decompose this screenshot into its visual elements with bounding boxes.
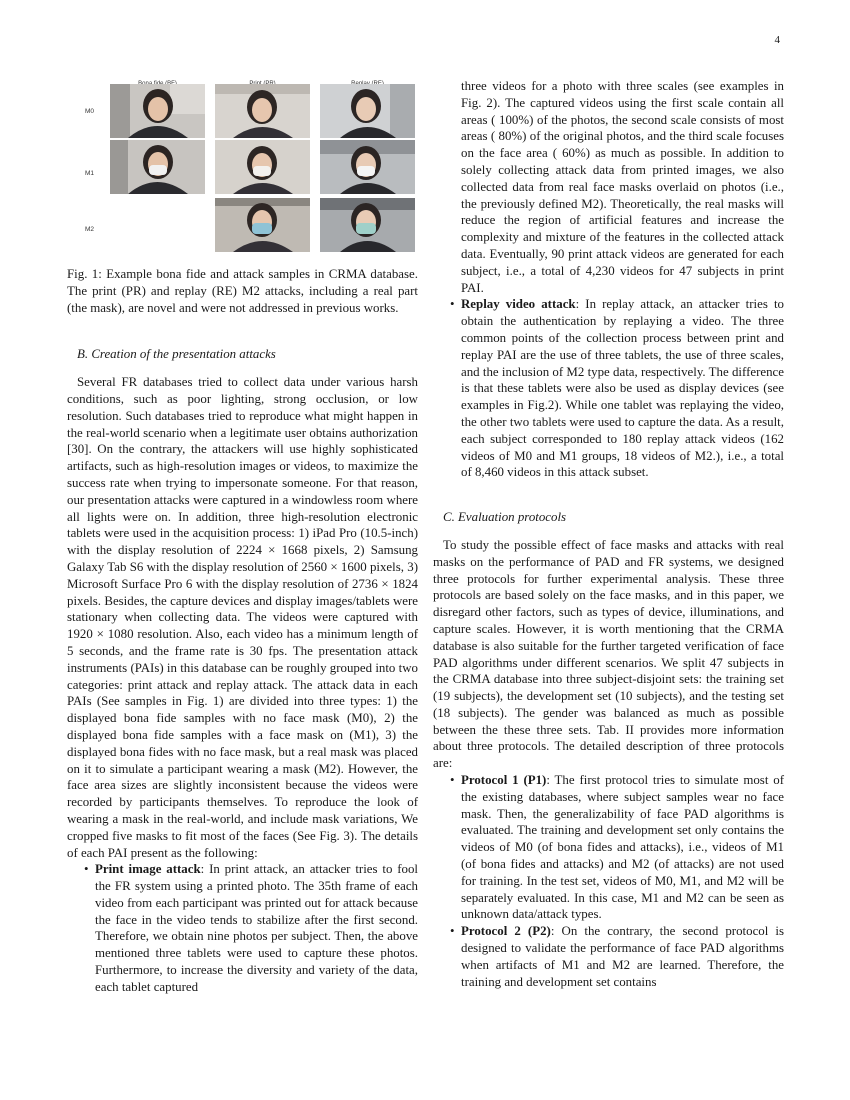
section-c-paragraph: To study the possible effect of face masks and attacks with real masks on the performance of PAD and FR systems, we designed three protocols for further experimental analysis. These three protocols are based solely on the face masks, and in this paper, we disregard other factors, such as types of device, illuminations, and capture scales. However, it is worth mentioning that the CRMA database is also suitable for the further targeted verification of face PAD algorithms under different scenarios. We split 47 subjects in the CRMA database into three subject-disjoint sets: the training set (19 subjects), the development set (10 subjects), and the testing set (18 subjects). The gender was balanced as much as possible between the these three sets. Tab. II provides more information about three protocols. The detailed description of three protocols are: — [433, 537, 784, 771]
replay-attack-text: : In replay attack, an attacker tries to obtain the authentication by replaying a video. The three common points of the collection process between print and replay PAI are the use of three tablets, the use of three scales, and the inclusion of M2 type data, respectively. The difference is that these tablets were also be used as display devices (see examples in Fig.2). While one tablet was replaying the video, the other two tablets were used to capture the data. As a result, each subject corresponded to 180 replay attack videos (162 videos of M0 and M1 groups, 18 videos of M2.), i.e., a total of 8,460 videos in this attack subset. — [461, 297, 784, 480]
photo-re-m0 — [320, 84, 415, 138]
photo-pr-m2 — [215, 198, 310, 252]
print-attack-label: Print image attack — [95, 862, 201, 877]
pai-list — [67, 861, 418, 995]
section-b-paragraph: Several FR databases tried to collect data under various harsh conditions, such as poor lighting, strong occlusion, or low resolution. Such databases tried to reproduce what might happen in the real-world scenario when a legitimate user obtains authorization [30]. On the contrary, the attackers will use highly sophisticated artifacts, such as high-resolution images or videos, to maximize the success rate when trying to impersonate someone. For that reason, our presentation attacks were captured in a windowless room where all lights were on. In addition, three high-resolution electronic tablets were used in the acquisition process: 1) iPad Pro (10.5-inch) with the display resolution of 2224 × 1668 pixels, 2) Samsung Galaxy Tab S6 with the display resolution of 2560 × 1600 pixels, 3) Microsoft Surface Pro 6 with the display resolution of 2736 × 1824 pixels. Besides, the capture devices and display images/tablets were stationary when collecting data. The videos were captured with 1920 × 1080 resolution. Also, each video has a minimum length of 5 seconds, and the frame rate is 30 fps. The presentation attack instruments (PAIs) in this database can be roughly grouped into two categories: print attack and replay attack. The attack data in each PAIs (See samples in Fig. 1) are divided into three types: 1) the displayed bona fide samples with no face mask (M0), 2) the displayed bona fide samples with a face mask on (M1), 3) the displayed bona fides with no face mask, but a real mask was placed on it to simulate a participant wearing a mask (M2). However, the face area sizes are slightly inconsistent because the videos were recorded by participants themselves. To reproduce the look of wearing a mask in the real-world, and include mask variations, We cropped five masks to fit most of the faces (See Fig. 3). The details of each PAI present as the following: — [67, 375, 418, 860]
photo-re-m2 — [320, 198, 415, 252]
print-attack-text: : In print attack, an attacker tries to fool the FR system using a printed photo. The 35th frame of each video from each participant was printed out for attack because the face in the video tends to stabilize after the first second. Therefore, we obtain nine photos per subject. Then, the above mentioned three tablets were used to capture these photos. Furthermore, to increase the diversity and variety of the data, each tablet captured — [95, 862, 418, 994]
photo-re-m1 — [320, 140, 415, 194]
photo-bf-m0 — [110, 84, 205, 138]
photo-bf-m1 — [110, 140, 205, 194]
protocol-1-text: : The first protocol tries to simulate most of the existing databases, where subject samples wear no face mask. Then, the generalizability of face PAD algorithms is evaluated. The training and development set only contains the videos of M0 (of bona fides and attacks), i.e., videos of M1 (of bona fides and attacks) and M2 (of attacks) are not used for training. In the test set, videos of M0, M1, and M2 will be separately evaluated. In this case, M1 and M2 can be seen as unknown data/attack types. — [461, 773, 784, 922]
photo-pr-m1 — [215, 140, 310, 194]
left-column — [67, 78, 418, 996]
protocol-list — [433, 772, 784, 990]
print-attack-continued: three videos for a photo with three scales (see examples in Fig. 2). The captured videos using the first scale contain all areas ( 100%) of the photos, the second scale consists of most areas ( 80%) of the original photos, and the third scale focuses on the face area ( 60%) as much as possible. In addition to solely collecting attack data from printed images, we also collected data from real face masks overlaid on photos (i.e., the previously defined M2). Theoretically, the real masks will reduce the region of artificial features and increase the complexity and mixture of the features in the collected attack data. Eventually, 90 print attack videos are generated for each subject, i.e., a total of 4,230 videos for 47 subjects in print PAI. — [461, 79, 784, 295]
row-label-m0: M0 — [85, 108, 95, 115]
figure-1 — [67, 78, 418, 256]
replay-list — [433, 296, 784, 481]
list-item — [67, 861, 418, 995]
right-column — [433, 78, 784, 990]
protocol-2-text: : On the contrary, the second protocol is designed to validate the performance of face PAD algorithms when artifacts of M1 and M2 are learned. Therefore, the training and development set contains — [461, 924, 785, 989]
row-label-m1: M1 — [85, 170, 95, 177]
list-item — [433, 923, 784, 990]
page-number: 4 — [774, 34, 780, 46]
protocol-1-label: Protocol 1 (P1) — [461, 773, 547, 788]
protocol-2-label: Protocol 2 (P2) — [461, 924, 551, 939]
replay-attack-label: Replay video attack — [461, 297, 576, 312]
row-label-m2: M2 — [85, 226, 95, 233]
section-c-heading: C. Evaluation protocols — [443, 510, 567, 525]
list-item — [433, 772, 784, 923]
section-b-heading: B. Creation of the presentation attacks — [77, 347, 276, 362]
figure-caption: Fig. 1: Example bona fide and attack samples in CRMA database. The print (PR) and replay (RE) M2 attacks, including a real part (the mask), are novel and were not addressed in previous works. — [67, 267, 418, 315]
list-item — [433, 296, 784, 481]
photo-pr-m0 — [215, 84, 310, 138]
